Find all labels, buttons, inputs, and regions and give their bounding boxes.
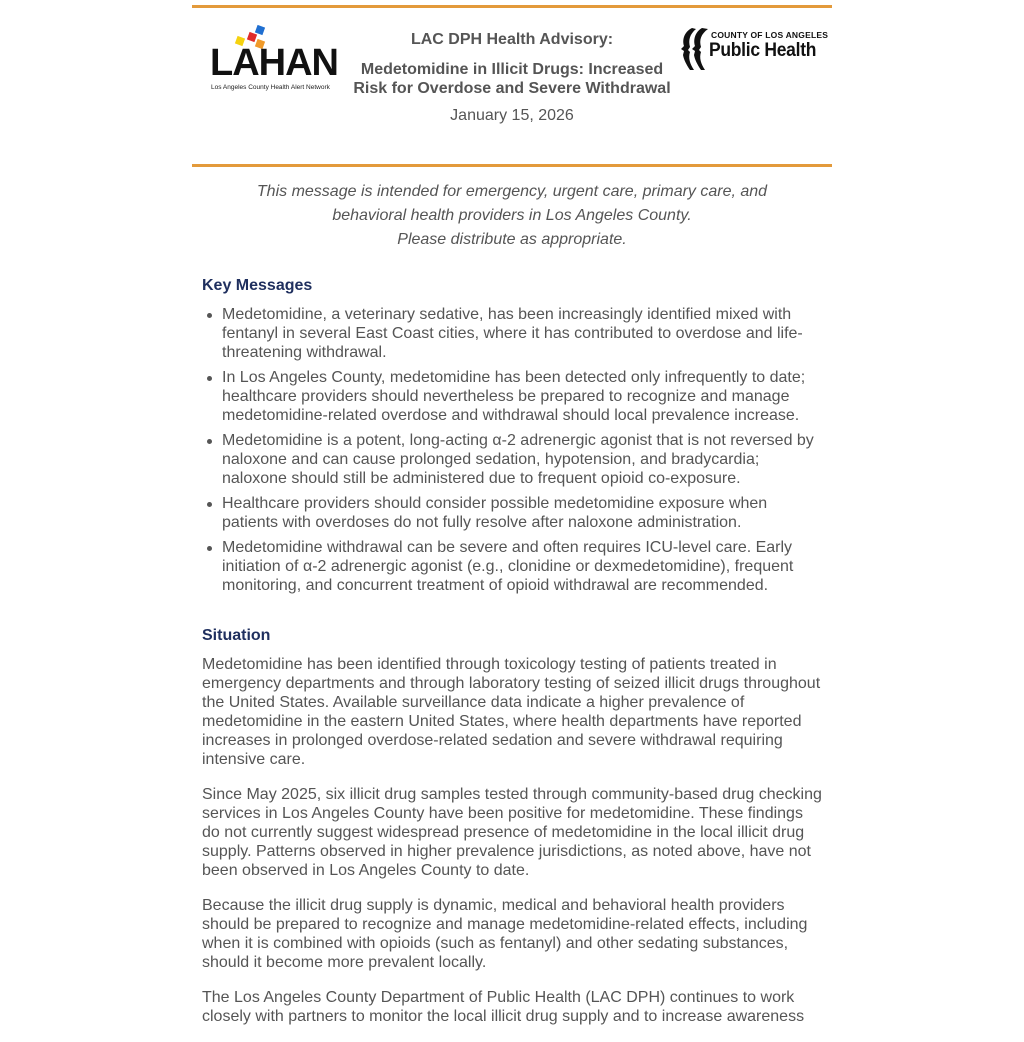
lahan-subtitle: Los Angeles County Health Alert Network — [211, 84, 330, 91]
audience-note — [192, 180, 832, 252]
lahan-wordmark: LAHAN — [210, 42, 338, 84]
advisory-label: LAC DPH Health Advisory: — [410, 31, 614, 48]
faces-silhouette-icon — [678, 26, 712, 72]
public-health-logo — [678, 24, 828, 74]
logo-square-red-icon — [247, 32, 257, 42]
audience-line: This message is intended for emergency, urgent care, primary care, and behavioral health providers in Los Angeles County. — [256, 183, 768, 224]
situation-paragraph: Since May 2025, six illicit drug samples tested through community-based drug checking services in Los Angeles County have been positive for medetomidine. These findings do not currently suggest widespread presence of medetomidine in the local illicit drug supply. Patterns observed in higher prevalence jurisdictions, as noted above, have not been observed in Los Angeles County to date. — [202, 786, 822, 879]
situation-paragraph: Medetomidine has been identified through toxicology testing of patients treated in emergency departments and through laboratory testing of seized illicit drugs throughout the United States. Available surveillance data indicate a higher prevalence of medetomidine in the eastern United States, where health departments have reported increases in prolonged overdose-related sedation and severe withdrawal requiring intensive care. — [202, 656, 821, 768]
key-message-item: In Los Angeles County, medetomidine has been detected only infrequently to date; healthcare providers should nevertheless be prepared to recognize and manage medetomidine-related overdose and withdrawal should local prevalence increase. — [222, 368, 822, 425]
situation-paragraph: Because the illicit drug supply is dynamic, medical and behavioral health providers should be prepared to recognize and manage medetomidine-related effects, including when it is combined with opioids (such as fentanyl) and other sedating substances, should it become more prevalent locally. — [202, 897, 808, 971]
advisory-header — [192, 8, 832, 164]
advisory-title-block — [352, 30, 672, 126]
distribute-line: Please distribute as appropriate. — [397, 231, 627, 248]
advisory-title: Medetomidine in Illicit Drugs: Increased Risk for Overdose and Severe Withdrawal — [353, 61, 671, 97]
key-message-item: Healthcare providers should consider possible medetomidine exposure when patients with overdoses do not fully resolve after naloxone administration. — [222, 494, 822, 532]
header-bottom-rule — [192, 164, 832, 167]
advisory-date: January 15, 2026 — [450, 107, 574, 124]
situation-paragraph: The Los Angeles County Department of Public Health (LAC DPH) continues to work closely with partners to monitor the local illicit drug supply and to increase awareness — [202, 989, 805, 1025]
lahan-logo — [210, 24, 336, 94]
key-message-item: Medetomidine withdrawal can be severe and often requires ICU-level care. Early initiation of α-2 adrenergic agonist (e.g., clonidine or dexmedetomidine), frequent monitoring, and concurrent treatment of opioid withdrawal are recommended. — [222, 538, 822, 595]
situation-heading: Situation — [202, 627, 271, 644]
county-label: COUNTY OF LOS ANGELES — [711, 30, 829, 40]
key-message-item: Medetomidine is a potent, long-acting α-2 adrenergic agonist that is not reversed by naloxone and can cause prolonged sedation, hypotension, and bradycardia; naloxone should still be administered due to frequent opioid co-exposure. — [222, 431, 822, 488]
key-messages-list — [202, 305, 822, 595]
public-health-label: Public Health — [709, 40, 817, 61]
advisory-body — [202, 276, 822, 1042]
key-message-item: Medetomidine, a veterinary sedative, has been increasingly identified mixed with fentanyl in several East Coast cities, where it has contributed to overdose and life-threatening withdrawal. — [222, 305, 822, 362]
key-messages-heading: Key Messages — [202, 277, 313, 294]
